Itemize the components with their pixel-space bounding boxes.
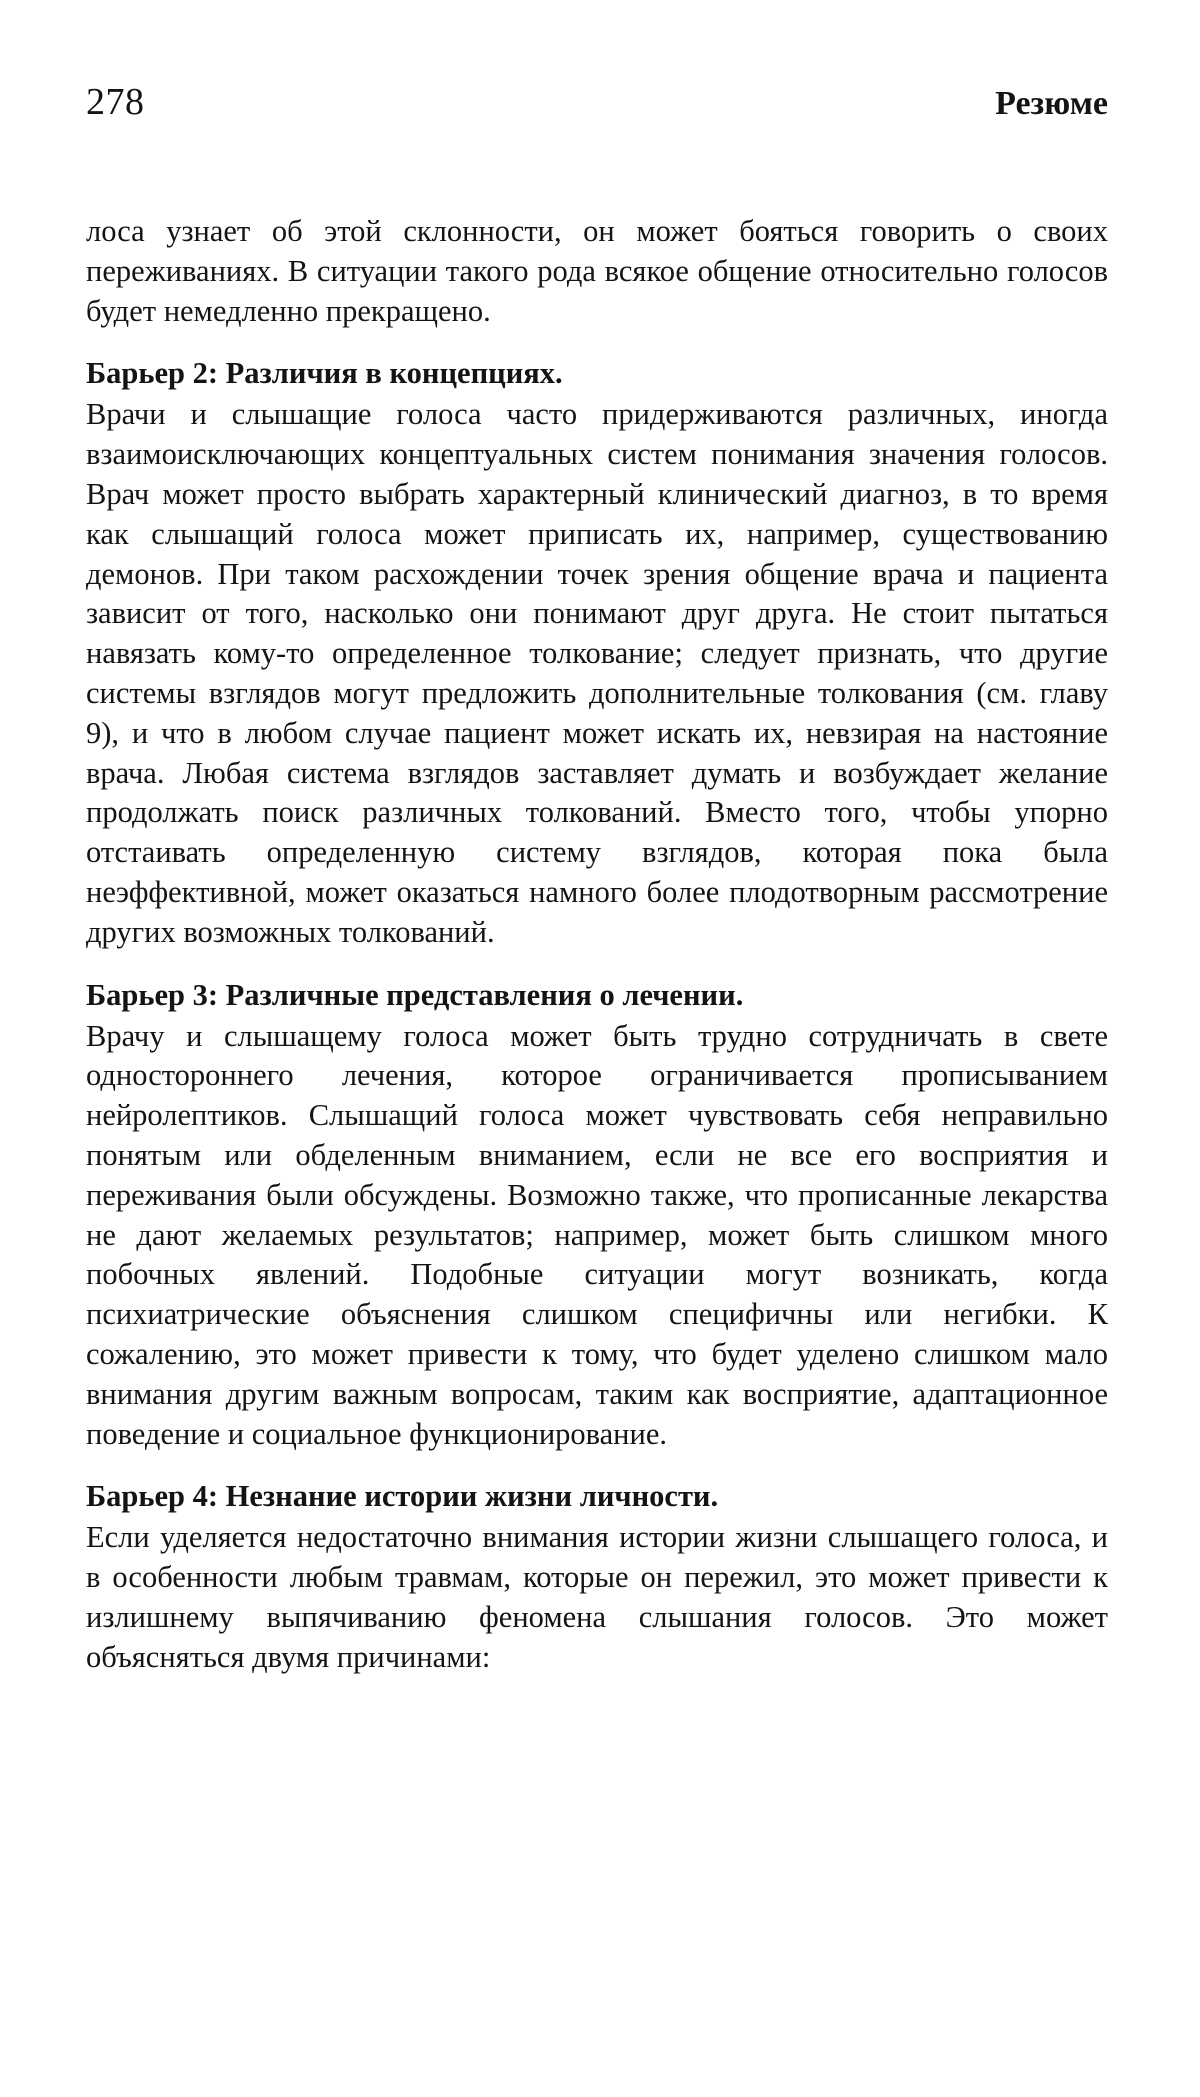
- paragraph-barrier-3: Врачу и слышащему голоса может быть трудно сотрудничать в свете одностороннего лечения, которое ограничивается прописыванием нейролептиков. Слышащий голоса может чувствовать себя неправильно понятым или обделенным вниманием, если не все его восприятия и переживания были обсуждены. Возможно также, что прописанные лекарства не дают желаемых результатов; например, может быть слишком много побочных явлений. Подобные ситуации могут возникать, когда психиатрические объяснения слишком специфичны или негибки. К сожалению, это может привести к тому, что будет уделено слишком мало внимания другим важным вопросам, таким как восприятие, адаптационное поведение и социальное функционирование.: [86, 1018, 1108, 1451]
- running-head: Резюме: [995, 85, 1108, 122]
- paragraph-barrier-2: Врачи и слышащие голоса часто придерживаются различных, иногда взаимоисключающих концептуальных систем понимания значения голосов. Врач может просто выбрать характерный клинический диагноз, в то время как слышащий голоса может приписать их, например, существованию демонов. При таком расхождении точек зрения общение врача и пациента зависит от того, насколько они понимают друг друга. Не стоит пытаться навязать кому-то определенное толкование; следует признать, что другие системы взглядов могут предложить дополнительные толкования (см. главу 9), и что в любом случае пациент может искать их, невзирая на настояние врача. Любая система взглядов заставляет думать и возбуждает желание продолжать поиск различных толкований. Вместо того, чтобы упорно отстаивать определенную систему взглядов, которая пока была неэффективной, может оказаться намного более плодотворным рассмотрение других возможных толкований.: [86, 397, 1108, 949]
- paragraph-barrier-4: Если уделяется недостаточно внимания истории жизни слышащего голоса, и в особенности любым травмам, которые он пережил, это может привести к излишнему выпячиванию феномена слышания голосов. Это может объясняться двумя причинами:: [86, 1520, 1108, 1674]
- heading-barrier-4: Барьер 4: Незнание истории жизни личности.: [86, 1479, 719, 1514]
- page-number: 278: [86, 81, 145, 123]
- heading-barrier-2: Барьер 2: Различия в концепциях.: [86, 356, 563, 391]
- paragraph-continuation: лоса узнает об этой склонности, он может бояться говорить о своих переживаниях. В ситуации такого рода всякое общение относительно голосов будет немедленно прекращено.: [86, 214, 1108, 328]
- page-body: [86, 212, 1108, 1678]
- heading-barrier-3: Барьер 3: Различные представления о лечении.: [86, 977, 744, 1012]
- page-header: [86, 80, 1108, 130]
